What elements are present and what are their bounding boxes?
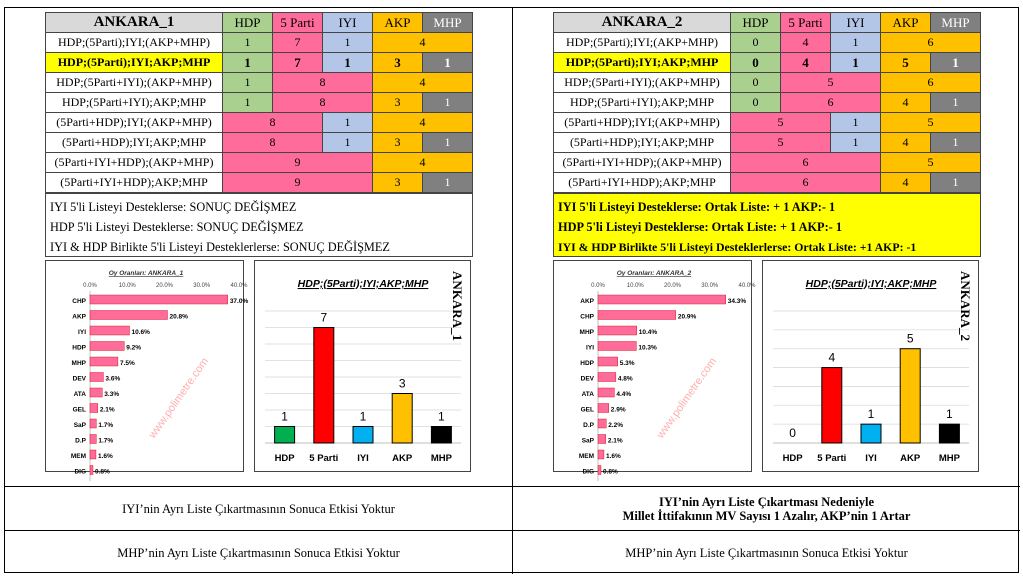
- category-label: AKP: [580, 298, 594, 305]
- bar: [431, 427, 451, 444]
- party-header: 5 Parti: [273, 13, 323, 33]
- table-row: [554, 73, 981, 93]
- data-label: 4: [828, 350, 836, 365]
- seat-count: 4: [373, 153, 473, 173]
- category-label: DIG: [74, 468, 86, 476]
- seat-count: 1: [831, 33, 881, 53]
- bar: [598, 342, 636, 351]
- note-line: HDP 5'li Listeyi Desteklerse: SONUÇ DEĞİŞMEZ: [50, 220, 304, 234]
- seat-count: 4: [373, 113, 473, 133]
- notes-ankara-2: [553, 193, 981, 257]
- table-title: ANKARA_1: [46, 13, 223, 33]
- x-tick-label: 40.0%: [738, 283, 756, 289]
- data-label: 5: [906, 331, 914, 346]
- seat-count: 1: [931, 93, 981, 113]
- table-row: [46, 153, 473, 173]
- chart-side-label: ANKARA_2: [958, 271, 973, 342]
- seat-table-ankara-1: [45, 12, 473, 193]
- seat-count: 5: [731, 113, 831, 133]
- alliance-scenario: HDP;(5Parti);IYI;(AKP+MHP): [554, 33, 731, 53]
- bar: [90, 311, 167, 320]
- seat-count: 6: [881, 73, 981, 93]
- bar: [598, 357, 618, 366]
- bar: [598, 295, 726, 304]
- seat-count: 6: [781, 93, 881, 113]
- category-label: AKP: [900, 453, 921, 464]
- note-line: IYI & HDP Birlikte 5'li Listeyi Desteklerlerse: SONUÇ DEĞİŞMEZ: [50, 240, 390, 254]
- seat-count: 4: [881, 173, 931, 193]
- data-label: 1.7%: [98, 422, 114, 429]
- bar: [90, 373, 103, 382]
- table-row: [46, 133, 473, 153]
- watermark: www.polimetre.com: [146, 355, 212, 441]
- bar: [900, 349, 920, 443]
- category-label: D.P: [583, 422, 594, 429]
- seat-count: 0: [731, 73, 781, 93]
- party-header: IYI: [323, 13, 373, 33]
- table-row: [554, 173, 981, 193]
- data-label: 3.3%: [104, 391, 120, 398]
- ankara-2-panel: [513, 8, 1021, 486]
- seat-chart-ankara-1: [254, 260, 471, 472]
- bar: [861, 424, 881, 443]
- category-label: HDP: [580, 360, 594, 367]
- category-label: AKP: [392, 453, 413, 464]
- category-label: HDP: [72, 344, 86, 352]
- seat-count: 1: [323, 113, 373, 133]
- seat-count: 1: [323, 53, 373, 73]
- table-row: [46, 93, 473, 113]
- party-header: IYI: [831, 13, 881, 33]
- bar: [90, 450, 96, 459]
- seat-count: 1: [423, 133, 473, 153]
- data-label: 20.8%: [169, 313, 188, 321]
- bar: [598, 466, 601, 475]
- seat-count: 1: [831, 113, 881, 133]
- seat-table-ankara-2: [553, 12, 981, 193]
- category-label: CHP: [72, 298, 86, 305]
- category-label: MHP: [430, 453, 452, 464]
- seat-count: 6: [881, 33, 981, 53]
- data-label: 1.6%: [97, 453, 113, 460]
- seat-count: 5: [731, 133, 831, 153]
- alliance-scenario: HDP;(5Parti+IYI);AKP;MHP: [554, 93, 731, 113]
- seat-count: 4: [781, 33, 831, 53]
- footer-left-2: MHP’nin Ayrı Liste Çıkartmasının Sonuca Etkisi Yoktur: [5, 530, 513, 574]
- seat-count: 1: [831, 133, 881, 153]
- seat-count: 9: [223, 153, 373, 173]
- data-label: 7.5%: [119, 360, 135, 367]
- category-label: SaP: [581, 437, 594, 445]
- category-label: IYI: [865, 453, 877, 464]
- data-label: 10.6%: [131, 329, 150, 336]
- category-label: MHP: [938, 453, 960, 464]
- party-header: HDP: [731, 13, 781, 33]
- party-header: HDP: [223, 13, 273, 33]
- vote-share-chart-ankara-1: [45, 260, 249, 476]
- table-row: [46, 53, 473, 73]
- table-row: [554, 133, 981, 153]
- category-label: MEM: [70, 453, 86, 460]
- bar: [90, 295, 228, 304]
- bar: [275, 427, 295, 444]
- category-label: IYI: [357, 453, 369, 464]
- alliance-scenario: (5Parti+HDP);IYI;AKP;MHP: [554, 133, 731, 153]
- bar: [598, 326, 637, 335]
- x-tick-label: 0.0%: [83, 283, 97, 289]
- footer-right-1: [513, 486, 1020, 530]
- table-row: [554, 113, 981, 133]
- table-row: [554, 53, 981, 73]
- seat-count: 0: [731, 33, 781, 53]
- seat-count: 1: [931, 53, 981, 73]
- alliance-scenario: HDP;(5Parti);IYI;AKP;MHP: [46, 53, 223, 73]
- seat-count: 1: [931, 173, 981, 193]
- data-label: 1: [359, 409, 367, 424]
- data-label: 2.1%: [99, 406, 115, 414]
- party-header: MHP: [423, 13, 473, 33]
- bar: [598, 435, 606, 444]
- alliance-scenario: HDP;(5Parti+IYI);AKP;MHP: [46, 93, 223, 113]
- note-line: IYI 5'li Listeyi Desteklerse: Ortak Liste: + 1 AKP:- 1: [558, 200, 836, 214]
- x-tick-label: 30.0%: [193, 283, 211, 289]
- table-row: [46, 173, 473, 193]
- seat-count: 1: [323, 33, 373, 53]
- x-tick-label: 10.0%: [626, 283, 644, 289]
- data-label: 10.4%: [638, 329, 658, 336]
- bar: [314, 328, 334, 444]
- data-label: 7: [320, 310, 328, 325]
- seat-count: 3: [373, 53, 423, 73]
- notes-ankara-1: [45, 193, 473, 257]
- seat-count: 4: [373, 73, 473, 93]
- seat-count: 4: [373, 33, 473, 53]
- seat-count: 1: [223, 53, 273, 73]
- seat-count: 7: [273, 33, 323, 53]
- seat-count: 3: [373, 133, 423, 153]
- watermark: www.polimetre.com: [654, 355, 720, 441]
- category-label: CHP: [580, 313, 594, 321]
- document-page: [4, 7, 1019, 573]
- alliance-scenario: (5Parti+IYI+HDP);(AKP+MHP): [46, 153, 223, 173]
- note-line: HDP 5'li Listeyi Desteklerse: Ortak Liste: + 1 AKP:- 1: [558, 220, 842, 234]
- data-label: 2.1%: [607, 437, 623, 445]
- footer-right-2: MHP’nin Ayrı Liste Çıkartmasının Sonuca Etkisi Yoktur: [513, 530, 1020, 574]
- bar: [90, 342, 124, 351]
- data-label: 37.0%: [229, 298, 249, 305]
- data-label: 1: [867, 407, 875, 422]
- data-label: 2.2%: [608, 422, 624, 429]
- seat-count: 1: [831, 53, 881, 73]
- category-label: HDP: [782, 453, 803, 464]
- seat-count: 6: [731, 173, 881, 193]
- data-label: 3: [398, 376, 406, 391]
- data-label: 1: [946, 407, 953, 422]
- data-label: 0.8%: [602, 468, 618, 476]
- seat-count: 1: [423, 93, 473, 113]
- category-label: D.P: [75, 437, 86, 445]
- data-label: 4.8%: [617, 375, 633, 383]
- x-tick-label: 20.0%: [155, 283, 174, 289]
- alliance-scenario: HDP;(5Parti+IYI);(AKP+MHP): [554, 73, 731, 93]
- seat-chart-ankara-2: [762, 260, 979, 472]
- category-label: DEV: [580, 375, 594, 383]
- seat-count: 6: [731, 153, 881, 173]
- seat-count: 8: [223, 113, 323, 133]
- alliance-scenario: (5Parti+IYI+HDP);AKP;MHP: [554, 173, 731, 193]
- alliance-scenario: (5Parti+HDP);IYI;(AKP+MHP): [554, 113, 731, 133]
- category-label: DEV: [72, 375, 86, 383]
- data-label: 1: [281, 409, 288, 424]
- category-label: ATA: [581, 391, 594, 398]
- note-line: IYI 5'li Listeyi Desteklerse: SONUÇ DEĞİŞMEZ: [50, 200, 297, 214]
- footer-right-line: Millet İttifakının MV Sayısı 1 Azalır, AKP’nin 1 Artar: [622, 508, 911, 523]
- chart-title: Oy Oranları: ANKARA_2: [616, 270, 692, 277]
- x-tick-label: 10.0%: [118, 283, 136, 289]
- seat-count: 1: [423, 53, 473, 73]
- seat-count: 8: [273, 93, 373, 113]
- bar: [939, 424, 959, 443]
- seat-count: 0: [731, 53, 781, 73]
- bar: [822, 368, 842, 443]
- category-label: ATA: [73, 391, 86, 398]
- bar: [353, 427, 373, 444]
- category-label: SaP: [73, 422, 86, 429]
- seat-count: 5: [781, 73, 881, 93]
- data-label: 0.8%: [94, 468, 110, 476]
- data-label: 1: [438, 409, 445, 424]
- seat-count: 5: [881, 53, 931, 73]
- x-tick-label: 20.0%: [663, 283, 682, 289]
- data-label: 34.3%: [727, 298, 747, 305]
- bar: [392, 394, 412, 444]
- bar: [598, 404, 609, 413]
- bar: [598, 373, 616, 382]
- category-label: 5 Parti: [817, 453, 847, 464]
- bar: [90, 435, 96, 444]
- seat-count: 3: [373, 93, 423, 113]
- footer-left-1: IYI’nin Ayrı Liste Çıkartmasının Sonuca Etkisi Yoktur: [5, 486, 513, 530]
- bar: [90, 388, 102, 397]
- alliance-scenario: (5Parti+HDP);IYI;(AKP+MHP): [46, 113, 223, 133]
- table-row: [46, 113, 473, 133]
- seat-count: 5: [881, 153, 981, 173]
- data-label: 0: [789, 426, 796, 440]
- seat-count: 5: [881, 113, 981, 133]
- seat-count: 4: [881, 133, 931, 153]
- seat-count: 1: [931, 133, 981, 153]
- data-label: 4.4%: [616, 391, 632, 398]
- chart-side-label: ANKARA_1: [450, 271, 465, 342]
- bar: [598, 450, 604, 459]
- table-row: [554, 93, 981, 113]
- bar: [90, 326, 129, 335]
- table-row: [554, 33, 981, 53]
- seat-count: 8: [273, 73, 373, 93]
- seat-count: 1: [323, 133, 373, 153]
- category-label: HDP: [274, 453, 295, 464]
- category-label: IYI: [586, 344, 594, 352]
- data-label: 3.6%: [105, 375, 121, 383]
- category-label: MHP: [71, 360, 86, 367]
- seat-count: 4: [881, 93, 931, 113]
- alliance-scenario: HDP;(5Parti+IYI);(AKP+MHP): [46, 73, 223, 93]
- data-label: 9.2%: [126, 344, 142, 352]
- x-tick-label: 0.0%: [591, 283, 605, 289]
- note-line: IYI & HDP Birlikte 5'li Listeyi Desteklerlerse: Ortak Liste: +1 AKP: -1: [558, 240, 917, 254]
- bar: [598, 311, 676, 320]
- category-label: DIG: [582, 468, 594, 476]
- seat-count: 1: [223, 73, 273, 93]
- alliance-scenario: (5Parti+IYI+HDP);(AKP+MHP): [554, 153, 731, 173]
- vote-share-chart-ankara-2: [553, 260, 756, 476]
- seat-count: 9: [223, 173, 373, 193]
- data-label: 1.6%: [605, 453, 621, 460]
- category-label: 5 Parti: [309, 453, 339, 464]
- ankara-1-panel: [5, 8, 513, 486]
- party-header: AKP: [373, 13, 423, 33]
- seat-count: 4: [781, 53, 831, 73]
- party-header: AKP: [881, 13, 931, 33]
- bar: [90, 419, 96, 428]
- bar: [598, 388, 614, 397]
- seat-count: 7: [273, 53, 323, 73]
- chart-title: HDP;(5Parti);IYI;AKP;MHP: [297, 278, 429, 290]
- footer-right-line: IYI’nin Ayrı Liste Çıkartması Nedeniyle: [658, 494, 875, 509]
- x-tick-label: 30.0%: [701, 283, 719, 289]
- alliance-scenario: HDP;(5Parti);IYI;(AKP+MHP): [46, 33, 223, 53]
- seat-count: 1: [223, 33, 273, 53]
- bar: [90, 357, 118, 366]
- table-row: [46, 33, 473, 53]
- data-label: 20.9%: [677, 313, 697, 321]
- seat-count: 3: [373, 173, 423, 193]
- x-tick-label: 40.0%: [230, 283, 248, 289]
- party-header: 5 Parti: [781, 13, 831, 33]
- data-label: 5.3%: [619, 360, 635, 367]
- category-label: MHP: [579, 329, 594, 336]
- table-title: ANKARA_2: [554, 13, 731, 33]
- data-label: 2.9%: [610, 406, 626, 414]
- data-label: 10.3%: [638, 344, 657, 352]
- data-label: 1.7%: [98, 437, 114, 445]
- seat-count: 1: [223, 93, 273, 113]
- bar: [598, 419, 606, 428]
- table-row: [46, 73, 473, 93]
- party-header: MHP: [931, 13, 981, 33]
- bar: [90, 404, 98, 413]
- category-label: MEM: [578, 453, 594, 460]
- table-row: [554, 153, 981, 173]
- seat-count: 1: [423, 173, 473, 193]
- category-label: AKP: [72, 313, 86, 321]
- alliance-scenario: (5Parti+HDP);IYI;AKP;MHP: [46, 133, 223, 153]
- bar: [90, 466, 93, 475]
- category-label: IYI: [78, 329, 86, 336]
- seat-count: 8: [223, 133, 323, 153]
- chart-title: Oy Oranları: ANKARA_1: [108, 270, 184, 277]
- chart-title: HDP;(5Parti);IYI;AKP;MHP: [805, 278, 937, 290]
- category-label: GEL: [72, 406, 86, 414]
- category-label: GEL: [580, 406, 594, 414]
- seat-count: 0: [731, 93, 781, 113]
- alliance-scenario: HDP;(5Parti);IYI;AKP;MHP: [554, 53, 731, 73]
- alliance-scenario: (5Parti+IYI+HDP);AKP;MHP: [46, 173, 223, 193]
